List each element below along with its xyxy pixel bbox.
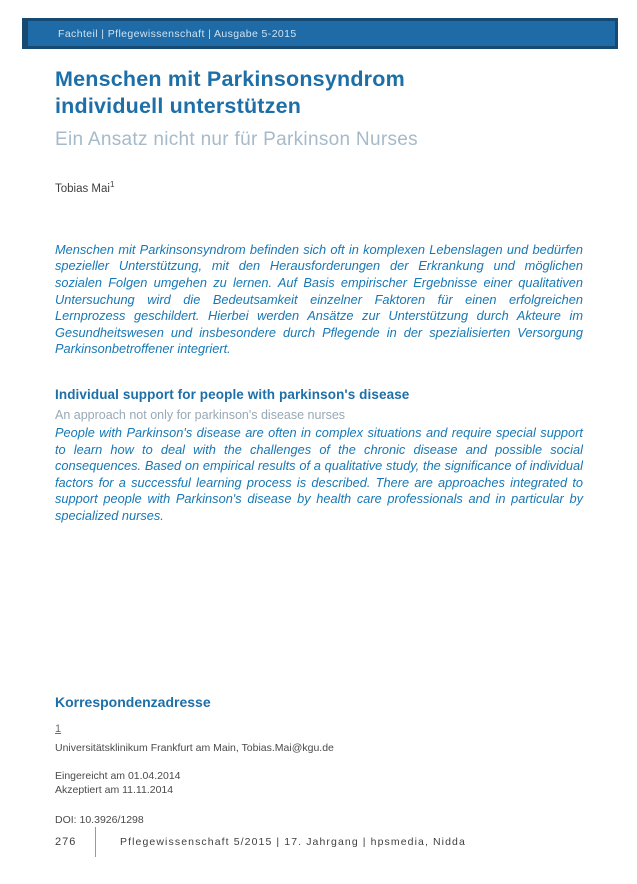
correspondence-heading: Korrespondenzadresse (55, 694, 211, 710)
correspondence-address: Universitätsklinikum Frankfurt am Main, Tobias.Mai@kgu.de (55, 742, 334, 754)
accepted-date: Akzeptiert am 11.11.2014 (55, 784, 174, 796)
header-bar (22, 18, 618, 49)
article-title (55, 66, 583, 120)
page-number: 276 (55, 836, 77, 848)
article-title-line2: individuell unterstützen (55, 94, 302, 118)
footer-divider (95, 827, 96, 857)
english-section-heading: Individual support for people with parkinson's disease (55, 386, 410, 402)
article-subtitle: Ein Ansatz nicht nur für Parkinson Nurses (55, 129, 418, 150)
page-footer (55, 827, 583, 857)
abstract-german: Menschen mit Parkinsonsyndrom befinden sich oft in komplexen Lebenslagen und bedürfen spezieller Unterstützung, mit den Herausforderungen der Erkrankung und möglichen sozialen Folgen umgehen zu lernen. Auf Basis empirischer Ergebnisse einer qualitativen Untersuchung wird die Bedeutsamkeit einzelner Faktoren für einen erfolgreichen Lernprozess geschildert. Hierbei werden Ansätze zur Unterstützung durch Akteure im Gesundheitswesen und insbesondere durch Pflegende in der spezialisierten Versorgung Parkinsonbetroffener integriert. (55, 241, 583, 357)
correspondence-section (55, 694, 583, 826)
footnote-1-link[interactable]: 1 (55, 723, 62, 735)
doi-line: DOI: 10.3926/1298 (55, 814, 144, 826)
journal-info: Pflegewissenschaft 5/2015 | 17. Jahrgang | hpsmedia, Nidda (120, 836, 466, 848)
submission-dates (55, 769, 583, 797)
author-name: Tobias Mai (55, 182, 110, 195)
author-footnote-marker: 1 (109, 180, 115, 189)
article-header-section (55, 66, 583, 525)
author-line (55, 180, 583, 195)
abstract-english: People with Parkinson's disease are often in complex situations and require special support to learn how to deal with the challenges of the chronic disease and possible social consequences. Based on empirical results of a qualitative study, the significance of individual factors for a successful learning process is described. There are approaches integrated to support people with Parkinson's disease by health care professionals and in particular by specialized nurses. (55, 424, 583, 523)
header-bar-text: Fachteil | Pflegewissenschaft | Ausgabe 5-2015 (58, 27, 297, 40)
article-title-line1: Menschen mit Parkinsonsyndrom (55, 67, 405, 91)
english-section-subheading: An approach not only for parkinson's disease nurses (55, 407, 346, 422)
submitted-date: Eingereicht am 01.04.2014 (55, 770, 181, 782)
